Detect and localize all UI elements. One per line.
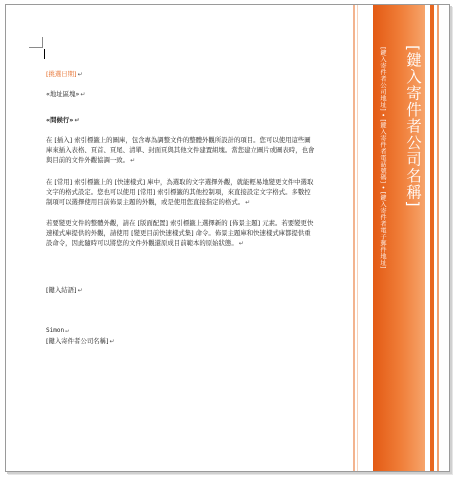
paragraph-line: 制項可以選擇使用目前佈景主題的外觀，或是使用您直接指定的格式。↵ bbox=[46, 198, 251, 207]
paragraph-mark: ↵ bbox=[74, 117, 80, 124]
sidebar-address-line[interactable]: [鍵入寄件者公司地址] • [鍵入寄件者電話號碼] • [鍵入寄件者電子郵件地址] bbox=[379, 47, 386, 269]
paragraph-mark: ↵ bbox=[109, 338, 115, 345]
paragraph-line: 文字的格式設定。您也可以使用 [常用] 索引標籤的其他控制項，來直接設定文字格式。多數控 bbox=[46, 188, 311, 197]
paragraph-line: 若要變更文件的整體外觀，請在 [版面配置] 索引標籤上選擇新的 [佈景主題] 元素。若要變更快 bbox=[46, 219, 314, 227]
paragraph-mark: ↵ bbox=[130, 157, 136, 165]
paragraph-mark: ↵ bbox=[238, 240, 244, 248]
paragraph-line: 與目前的文件外觀協調一致。↵ bbox=[46, 156, 136, 165]
paragraph-mark: ↵ bbox=[80, 91, 86, 98]
paragraph-line: 庫來插入表格、頁首、頁尾、清單、封面頁與其他文件建置組塊。當您建立圖片或圖表時，也會 bbox=[46, 146, 315, 155]
sidebar-stripe-light bbox=[357, 5, 358, 471]
signer-text[interactable]: Simon bbox=[46, 327, 65, 334]
paragraph-mark: ↵ bbox=[245, 199, 251, 207]
closing-line[interactable] bbox=[46, 285, 83, 296]
address-text[interactable]: «地址區塊» bbox=[46, 90, 80, 98]
paragraph-mark: ↵ bbox=[77, 71, 83, 78]
sidebar-stripe-outer bbox=[437, 5, 439, 471]
sidebar-stripe-thin bbox=[353, 5, 355, 471]
sidebar-stripe-accent bbox=[430, 5, 434, 471]
paragraph-line: 在 [插入] 索引標籤上的圖庫，包含專為調整文件的整體外觀所設計的項目。您可以使用這些圖 bbox=[46, 136, 311, 144]
document-frame bbox=[5, 4, 450, 472]
document-page[interactable] bbox=[6, 5, 449, 471]
date-field[interactable] bbox=[46, 69, 83, 80]
crop-mark-horizontal bbox=[29, 47, 43, 48]
greeting-text[interactable]: «問候行» bbox=[46, 116, 74, 124]
paragraph-mark: ↵ bbox=[77, 287, 83, 294]
date-text[interactable]: [挑選日期] bbox=[46, 70, 77, 78]
sidebar-company-name[interactable]: [鍵入寄件者公司名稱] bbox=[404, 45, 422, 208]
text-cursor bbox=[44, 49, 45, 59]
crop-mark-vertical bbox=[42, 37, 43, 48]
greeting-line[interactable] bbox=[46, 115, 79, 126]
signer-name[interactable] bbox=[46, 326, 69, 336]
body-paragraph-2[interactable] bbox=[46, 177, 346, 209]
closing-text[interactable]: [鍵入結語] bbox=[46, 286, 77, 294]
body-paragraph-1[interactable] bbox=[46, 135, 346, 167]
paragraph-line: 在 [常用] 索引標籤上的 [快速樣式] 庫中，為選取的文字選擇外觀，就能輕易地變更文件中選取 bbox=[46, 178, 314, 186]
paragraph-line: 速樣式庫提供的外觀，請使用 [變更目前快速樣式集] 命令。佈景主題庫和快速樣式庫都提供重 bbox=[46, 229, 311, 238]
paragraph-line: 設命令，因此隨時可以將您的文件外觀還原成目前範本的原始狀態。↵ bbox=[46, 239, 244, 248]
body-paragraph-3[interactable] bbox=[46, 218, 346, 250]
address-block[interactable] bbox=[46, 89, 85, 100]
paragraph-mark: ↵ bbox=[65, 327, 69, 334]
signature-company-text[interactable]: [鍵入寄件者公司名稱] bbox=[46, 337, 109, 345]
signature-company[interactable] bbox=[46, 336, 115, 347]
